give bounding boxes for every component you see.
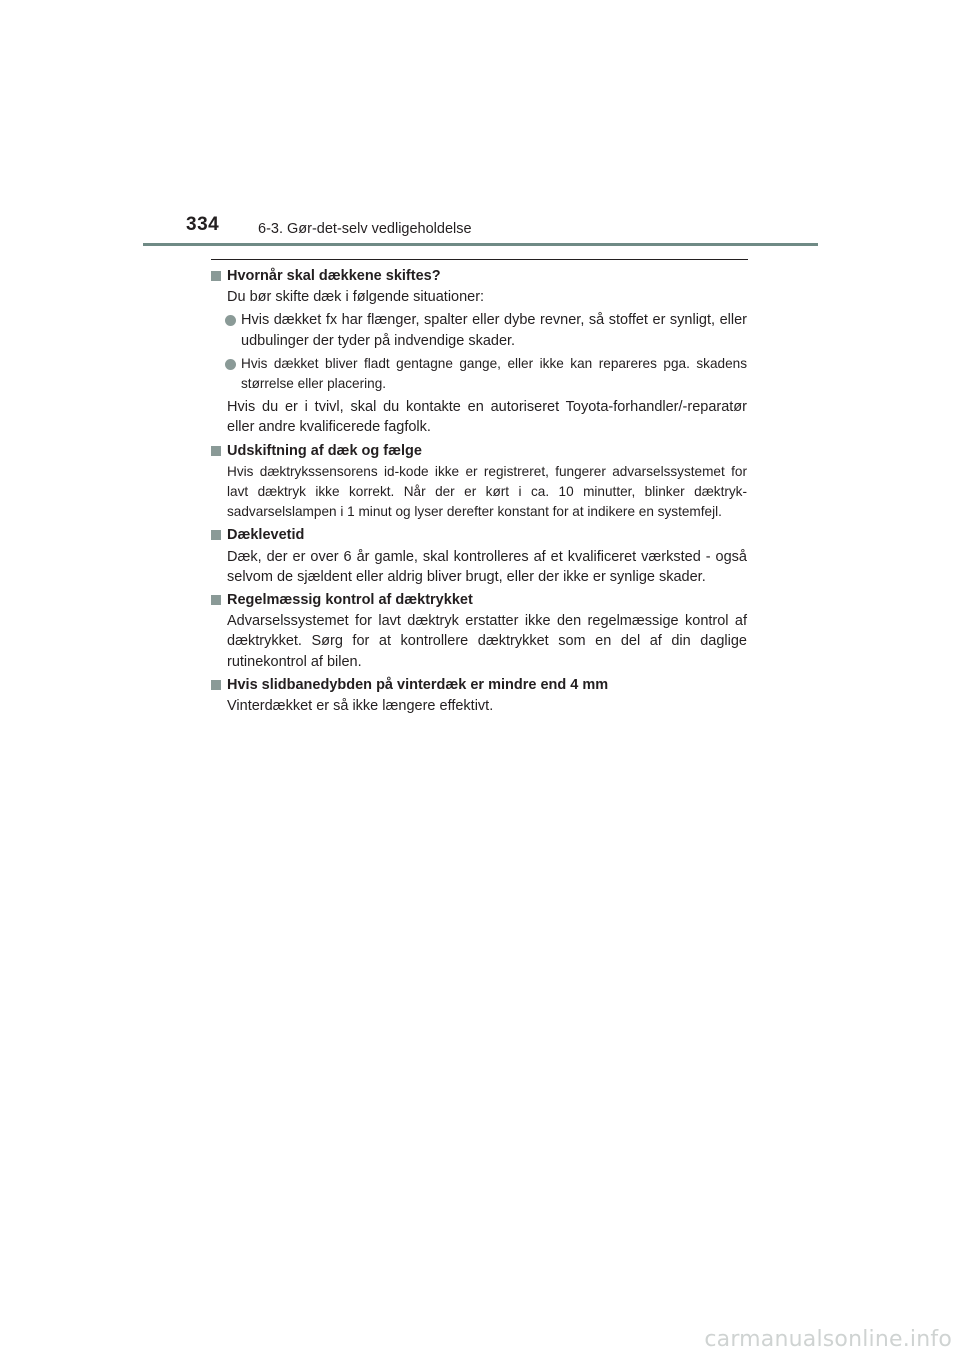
section-heading: Regelmæssig kontrol af dæktrykket (211, 590, 747, 610)
section-regular-pressure-check (211, 590, 747, 672)
square-bullet-icon (211, 446, 221, 456)
circle-bullet-icon (225, 315, 236, 326)
section-tire-replacement-time (211, 266, 747, 438)
section-tire-and-rim-replacement (211, 441, 747, 523)
section-heading: Hvis slidbanedybden på vinterdæk er mindre end 4 mm (211, 675, 747, 695)
square-bullet-icon (211, 680, 221, 690)
section-title: 6-3. Gør-det-selv vedligeholdelse (258, 221, 472, 237)
section-outro: Hvis du er i tvivl, skal du kontakte en autoriseret Toyota-forhandler/-reparatør eller andre kvalificerede fagfolk. (227, 399, 747, 436)
list-item: Hvis dækket fx har flænger, spalter eller dybe revner, så stoffet er synligt, eller udbulinger der tyder på indvendige skader. (211, 310, 747, 350)
square-bullet-icon (211, 595, 221, 605)
header-rule (143, 243, 818, 246)
section-intro: Du bør skifte dæk i følgende situationer: (227, 289, 485, 306)
section-body: Vinterdækket er så ikke længere effektivt. (227, 698, 494, 715)
section-heading: Dæklevetid (211, 525, 747, 545)
square-bullet-icon (211, 271, 221, 281)
page-number: 334 (186, 214, 220, 235)
circle-bullet-icon (225, 359, 236, 370)
section-body: Advarselssystemet for lavt dæktryk erstatter ikke den regelmæssige kontrol af dæktrykket. Sørg for at kontrollere dæktrykket som en del af din daglige rutinekontrol af bilen. (227, 613, 747, 670)
section-winter-tread-depth (211, 675, 747, 716)
list-item: Hvis dækket bliver fladt gentagne gange, eller ikke kan repareres pga. skadens størrelse eller placering. (211, 354, 747, 394)
square-bullet-icon (211, 530, 221, 540)
section-body: Dæk, der er over 6 år gamle, skal kontrolleres af et kvalificeret værksted - også selvom de sjældent eller aldrig bliver brugt, eller der ikke er synlige skader. (227, 548, 747, 585)
content-rule (211, 259, 748, 260)
page-header (0, 0, 960, 250)
page-content (211, 266, 747, 719)
section-tire-lifetime (211, 525, 747, 587)
watermark: carmanualsonline.info (704, 1327, 952, 1352)
section-body: Hvis dæktrykssensorens id-kode ikke er registreret, fungerer advarselssystemet for lavt dæktryk ikke korrekt. Når der er kørt i ca. 10 minutter, blinker dæktryk-sadvarselslampen i 1 minut og lyser derefter konstant for at indikere en systemfejl. (227, 463, 747, 520)
section-heading: Hvornår skal dækkene skiftes? (211, 266, 747, 286)
section-heading: Udskiftning af dæk og fælge (211, 441, 747, 461)
